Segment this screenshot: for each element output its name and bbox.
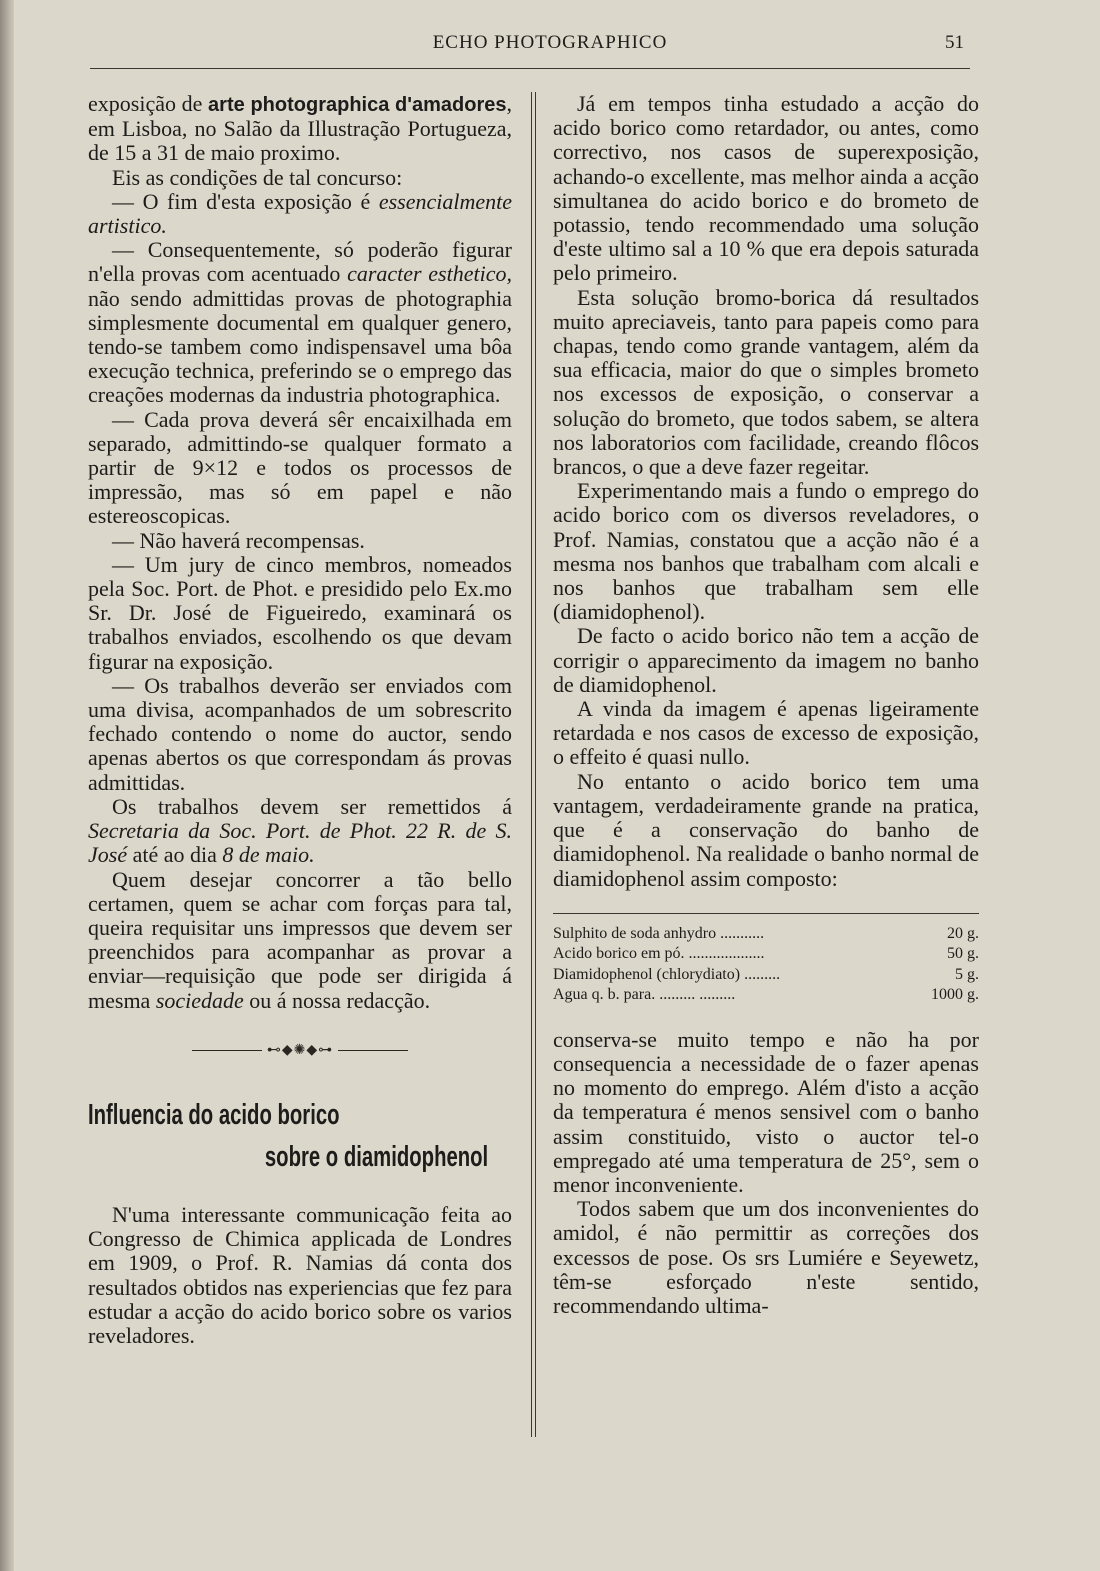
paragraph: Quem desejar concorrer a tão bello certamen, quem se achar com forças para tal, queira requisitar uns impressos que devem ser preenchidos para acompanhar as provar a enviar—requisição que pode ser dirigida á mesma sociedade ou á nossa redacção. <box>88 866 512 1013</box>
formula-row: Agua q. b. para. ......... ......... 1000 g. <box>553 986 979 1004</box>
paragraph: Todos sabem que um dos inconvenientes do amidol, é não permittir as correções dos excessos de pose. Os srs Lumiére e Seyewetz, têm-se esforçado n'este sentido, recommendando ultima- <box>553 1196 979 1318</box>
paragraph: Experimentando mais a fundo o emprego do acido borico com os diversos reveladores, o Prof. Namias, constatou que a acção não é a mesma nos banhos que trabalham com alcali e nos banhos que trabalham sem elle (diamidophenol). <box>553 478 979 625</box>
paragraph: conserva-se muito tempo e não ha por consequencia a necessidade de o fazer apenas no momento do emprego. Além d'isto a acção da temperatura é menos sensivel com o banho assim constituido, visto o auctor tel-o empregado até uma temperatura de 25°, sem o menor inconveniente. <box>553 1026 979 1197</box>
left-column <box>88 92 512 1348</box>
paragraph: No entanto o acido borico tem uma vantagem, verdadeiramente grande na pratica, que é a conservação do banho de diamidophenol. Na realidade o banho normal de diamidophenol assim composto: <box>553 768 979 891</box>
paragraph: Os trabalhos devem ser remettidos á Secretaria da Soc. Port. de Phot. 22 R. de S. José até ao dia 8 de maio. <box>88 793 512 868</box>
paragraph: De facto o acido borico não tem a acção de corrigir o apparecimento da imagem no banho de diamidophenol. <box>553 623 979 697</box>
article-title-line-2: sobre o diamidophenol <box>264 1140 489 1173</box>
section-ornament <box>88 1039 512 1063</box>
formula-row: Diamidophenol (chlorydiato) ......... 5 g. <box>553 965 979 983</box>
paragraph: — Consequentemente, só poderão figurar n'ella provas com acentuado caracter esthetico, não sendo admittidas provas de photographia simplesmente documental em qualquer genero, tendo-se tambem como indispensavel uma bôa execução technica, preferindo se o emprego das creações modernas da industria photographica. <box>88 237 512 408</box>
paragraph: — Cada prova deverá sêr encaixilhada em separado, admittindo-se qualquer formato a partir de 9×12 e todos os processos de impressão, mas só em papel e não estereoscopicas. <box>88 406 512 529</box>
formula-row: Sulphito de soda anhydro ........... 20 g. <box>553 924 979 942</box>
paragraph: Eis as condições de tal concurso: <box>112 164 403 190</box>
formula-row: Acido borico em pó. ................... 50 g. <box>553 945 979 963</box>
paragraph: — Um jury de cinco membros, nomeados pela Soc. Port. de Phot. e presidido pelo Ex.mo Sr. Dr. José de Figueiredo, examinará os trabalhos enviados, escolhendo os que devam figurar na exposição. <box>88 551 512 674</box>
paragraph: N'uma interessante communicação feita ao Congresso de Chimica applicada de Londres em 1909, o Prof. R. Namias dá conta dos resultados obtidos nas experiencias que fez para estudar a acção do acido borico sobre os varios reveladores. <box>88 1201 512 1348</box>
developer-formula-table <box>553 913 979 1006</box>
book-spine-shadow <box>0 0 14 1571</box>
running-header: ECHO PHOTOGRAPHICO <box>432 32 668 53</box>
paragraph: — Não haverá recompensas. <box>112 527 365 553</box>
page-number: 51 <box>945 32 964 53</box>
ornament-glyphs: ⊷◆✺◆⊶ <box>266 1042 334 1058</box>
paragraph: — Os trabalhos deverão ser enviados com uma divisa, acompanhados de um sobrescrito fechado contendo o nome do auctor, sendo apenas abertos os que correspondam ás provas admittidas. <box>88 672 512 795</box>
right-column <box>553 92 979 1318</box>
column-divider <box>531 92 532 1437</box>
paragraph: exposição de arte photographica d'amadores, em Lisboa, no Salão da Illustração Portugueza, de 15 a 31 de maio proximo. <box>88 91 513 166</box>
paragraph: Já em tempos tinha estudado a acção do acido borico como retardador, ou antes, como correctivo, nos casos de superexposição, achando-o excellente, mas melhor ainda a acção simultanea do acido borico e do brometo de potassio, tendo recommendado uma solução d'este ultimo sal a 10 % que era depois saturada pelo primeiro. <box>553 91 979 286</box>
article-title-line-1: Influencia do acido borico <box>88 1098 340 1131</box>
paragraph: — O fim d'esta exposição é essencialmente artistico. <box>88 188 512 239</box>
exhibition-name: arte photographica d'amadores <box>208 94 507 116</box>
header-rule <box>90 68 970 69</box>
column-divider <box>535 92 536 1437</box>
paragraph: A vinda da imagem é apenas ligeiramente retardada e nos casos de excesso de exposição, o effeito é quasi nullo. <box>553 696 979 770</box>
paragraph: Esta solução bromo-borica dá resultados muito apreciaveis, tanto para papeis como para chapas, tendo como grande vantagem, além da sua efficacia, maior do que o simples brometo nos excessos de exposição, o conservar a solução do brometo, que todos sabem, se altera nos laboratorios com facilidade, creando flôcos brancos, o que a deve fazer regeitar. <box>553 284 979 480</box>
